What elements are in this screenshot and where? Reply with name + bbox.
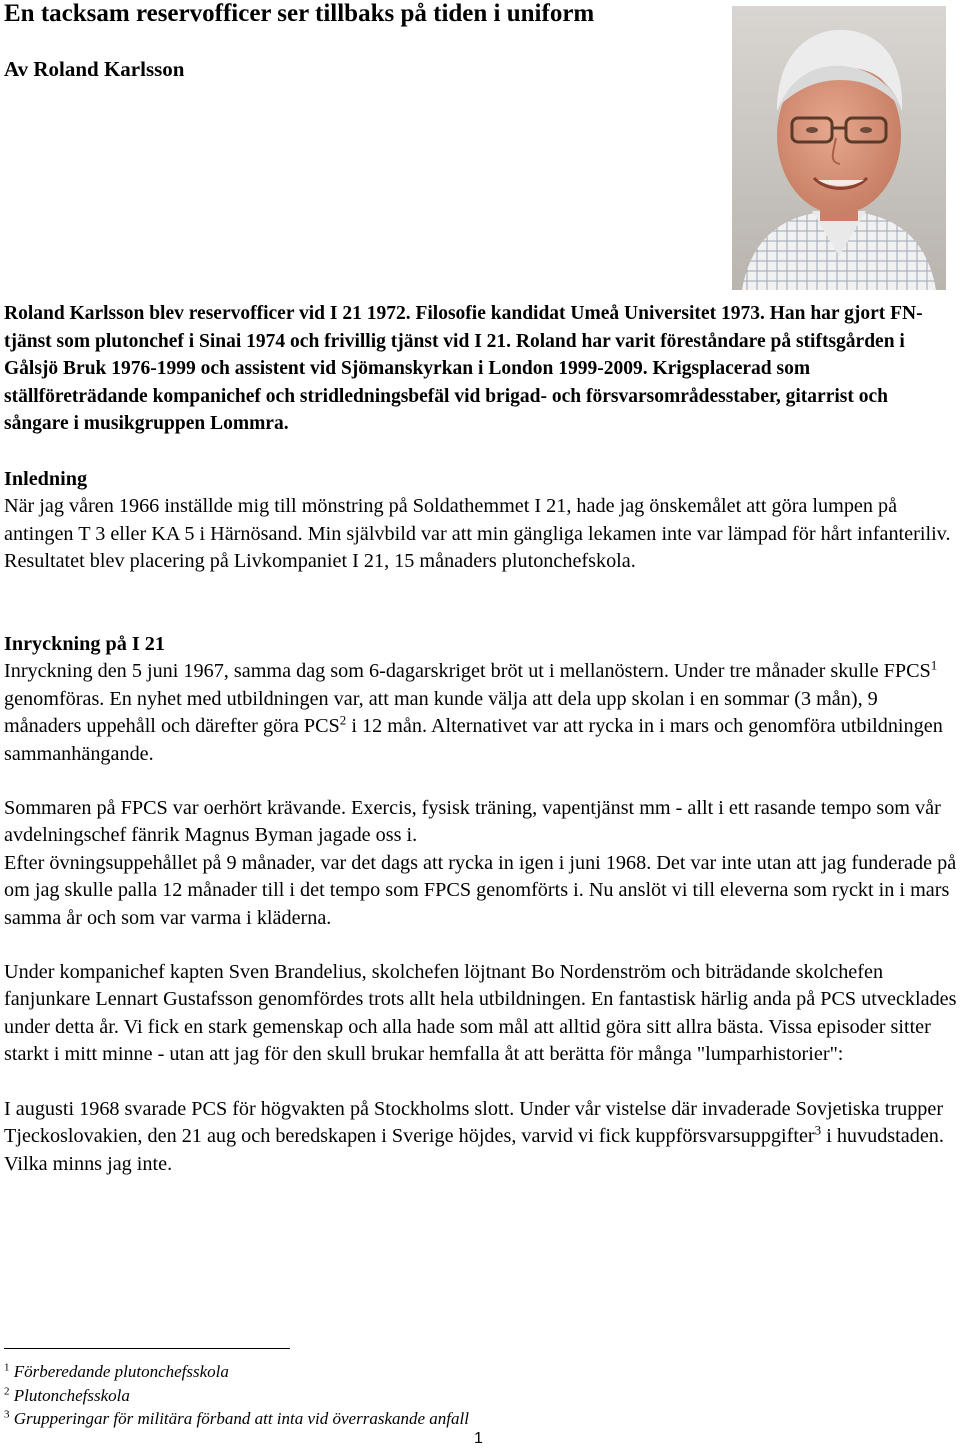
footnote-3: $^3$ Grupperingar för militära förband att inta vid överraskande anfall [4,1408,469,1428]
footnote-ref-1: 1 [930,657,938,673]
paragraph-inryckning-5: I augusti 1968 svarade PCS för högvakten på Stockholms slott. Under vår vistelse där invaderade Sovjetiska trupper Tjeckoslovakien, den 21 aug och beredskapen i Sverige höjdes, varvid vi fick kuppförsvarsuppgifter$^3$ i huvudstaden. Vilka minns jag inte. [4,1097,944,1175]
paragraph-inryckning-1: Inryckning den 5 juni 1967, samma dag som 6-dagarskriget bröt ut i mellanöstern. Under tre månader skulle FPCS$^1$ genomföras. En nyhet med utbildningen var, att man kunde välja att dela upp skolan i en sommar (3 mån), 9 månaders uppehåll och därefter göra PCS$^2$ i 12 mån. Alternativet var att rycka in i mars och genomföra utbildningen sammanhängande. [4,657,943,765]
section-heading-inryckning: Inryckning på I 21 [4,633,165,655]
author-bio: Roland Karlsson blev reservofficer vid I 21 1972. Filosofie kandidat Umeå Universitet 1973. Han har gjort FN-tjänst som plutonchef i Sinai 1974 och frivillig tjänst vid I 21. Roland har varit föreståndare på stiftsgården i Gålsjö Bruk 1976-1999 och assistent vid Sjömanskyrkan i London 1999-2009. Krigsplacerad som ställföreträdande kompanichef och stridledningsbefäl vid brigad- och försvarsområdesstaber, gitarrist och sångare i musikgruppen Lommra. [4,303,923,435]
paragraph-inledning: När jag våren 1966 inställde mig till mönstring på Soldathemmet I 21, hade jag önskemålet att göra lumpen på antingen T 3 eller KA 5 i Härnösand. Min självbild var att min gängliga lekamen inte var lämpad för hårt infanteriliv. Resultatet blev placering på Livkompaniet I 21, 15 månaders plutonchefskola. [4,495,951,573]
paragraph-inryckning-4: Under kompanichef kapten Sven Brandelius, skolchefen löjtnant Bo Nordenström och biträdande skolchefen fanjunkare Lennart Gustafsson genomfördes trots allt hela utbildningen. En fantastisk härlig anda på PCS utvecklades under detta år. Vi fick en stark gemenskap och alla hade som mål att alltid göra sitt allra bästa. Vissa episoder sitter starkt i mitt minne - utan att jag för den skull brukar hemfalla åt att berätta för många "lumparhistorier": [4,961,957,1066]
footnote-2: $^2$ Plutonchefsskola [4,1384,130,1405]
section-heading-inledning: Inledning [4,468,88,490]
footnotes [4,1360,469,1431]
paragraph-inryckning-3: Efter övningsuppehållet på 9 månader, var det dags att rycka in igen i juni 1968. Det var inte utan att jag funderade på om jag skulle palla 12 månader till i det tempo som FPCS genomförts i. Nu anslöt vi till eleverna som ryckt in i mars samma år och som var varma i kläderna. [4,851,957,929]
footnote-separator [4,1348,290,1349]
footnote-ref-2: 2 [339,712,347,728]
article-title: En tacksam reservofficer ser tillbaks på tiden i uniform [4,0,595,27]
footnote-ref-3: 3 [814,1122,822,1138]
page-number: 1 [474,1430,483,1447]
byline: Av Roland Karlsson [4,57,185,81]
footnote-1: $^1$ Förberedande plutonchefsskola [4,1361,229,1381]
author-photo [732,6,946,290]
paragraph-inryckning-2: Sommaren på FPCS var oerhört krävande. Exercis, fysisk träning, vapentjänst mm - allt i ett rasande tempo som vår avdelningschef fänrik Magnus Byman jagade oss i. [4,797,941,847]
section-inryckning [4,631,959,1178]
section-inledning [4,466,959,576]
